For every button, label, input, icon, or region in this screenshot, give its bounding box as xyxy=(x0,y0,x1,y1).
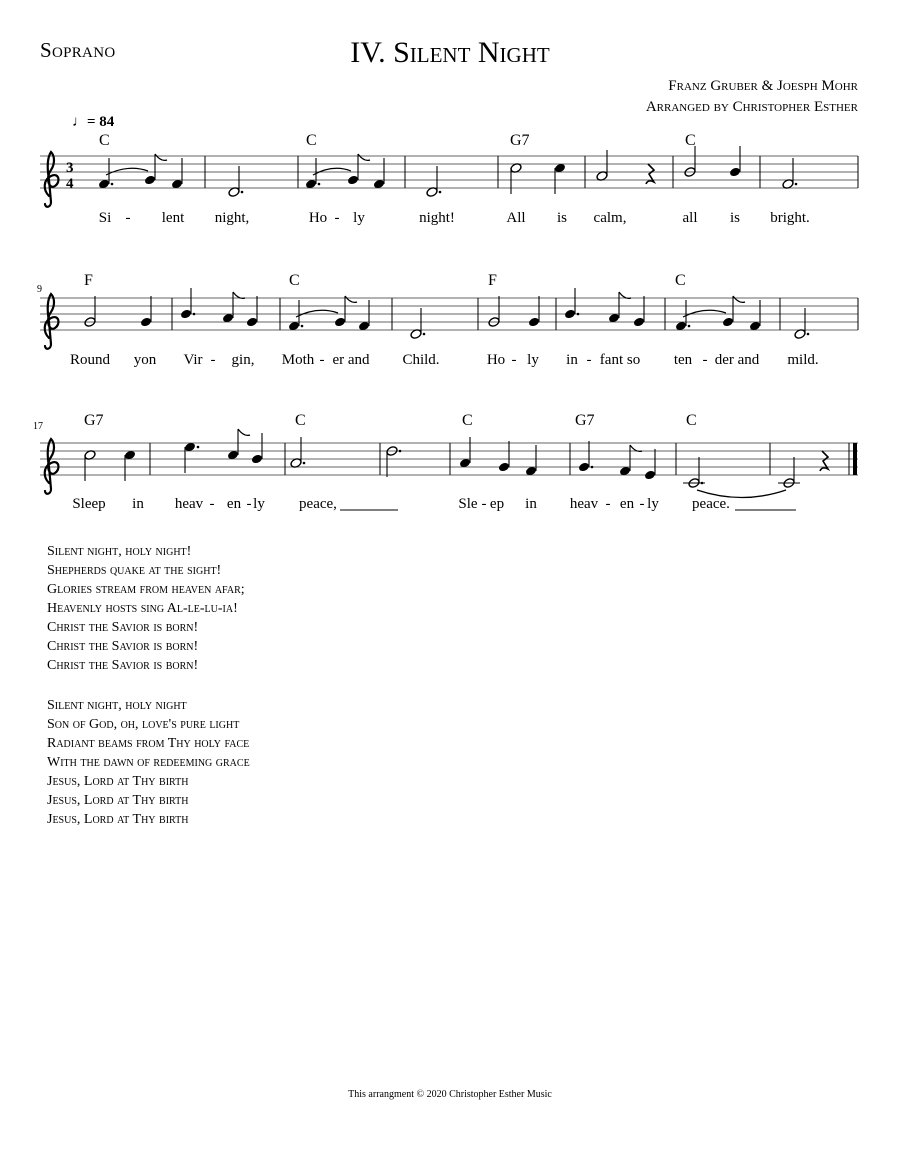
lyric-syllable: yon xyxy=(133,352,157,368)
lyric-syllable: Child. xyxy=(402,352,440,368)
lyric-hyphen: - xyxy=(246,496,252,512)
chord-symbol: G7 xyxy=(510,132,530,149)
chord-symbol: C xyxy=(295,412,306,429)
lyric-hyphen: - xyxy=(511,352,517,368)
copyright-footer: This arrangment © 2020 Christopher Esther Music xyxy=(348,1089,552,1100)
lyric-syllable: night! xyxy=(419,210,455,226)
page-title: IV. Silent Night xyxy=(350,36,550,69)
lyric-syllable: night, xyxy=(214,210,250,226)
lyric-syllable: ly xyxy=(527,352,539,368)
lyric-syllable: calm, xyxy=(593,210,627,226)
chord-symbol: G7 xyxy=(84,412,104,429)
stanza-line: Shepherds quake at the sight! xyxy=(47,563,222,578)
lyric-syllable: Si xyxy=(98,210,112,226)
treble-clef-icon xyxy=(45,152,59,207)
lyric-syllable: in xyxy=(132,496,144,512)
lyric-hyphen: - xyxy=(210,352,216,368)
lyric-syllable: ly xyxy=(253,496,265,512)
lyric-syllable: all xyxy=(682,210,698,226)
chord-symbol: C xyxy=(306,132,317,149)
chord-symbol: C xyxy=(289,272,300,289)
chord-symbol: C xyxy=(462,412,473,429)
lyric-syllable: Vir xyxy=(183,352,203,368)
lyric-syllable: en xyxy=(619,496,635,512)
chord-symbol: C xyxy=(99,132,110,149)
stanza-2 xyxy=(47,542,245,675)
chord-symbol: F xyxy=(84,272,93,289)
lyric-syllable: in xyxy=(525,496,537,512)
lyric-syllable: en xyxy=(226,496,242,512)
lyric-hyphen: - xyxy=(125,210,131,226)
chord-symbol: C xyxy=(685,132,696,149)
lyric-syllable: is xyxy=(556,210,568,226)
stanza-line: Christ the Savior is born! xyxy=(47,620,199,635)
stanza-line: Silent night, holy night! xyxy=(47,544,192,559)
chord-symbol: C xyxy=(686,412,697,429)
arranger-credit: Arranged by Christopher Esther xyxy=(645,99,858,115)
lyric-hyphen: - xyxy=(605,496,611,512)
lyric-syllable: ly xyxy=(353,210,365,226)
lyric-syllable: peace, xyxy=(299,496,337,512)
staff-system-3 xyxy=(40,429,858,498)
staff-system-1 xyxy=(40,146,858,207)
stanza-line: With the dawn of redeeming grace xyxy=(47,755,250,770)
lyric-syllable: Moth xyxy=(281,352,315,368)
lyric-syllable: ly xyxy=(647,496,659,512)
time-sig-top: 3 xyxy=(66,160,74,176)
measure-number: 17 xyxy=(33,421,43,432)
tempo-value: = 84 xyxy=(87,114,115,130)
lyric-syllable: der and xyxy=(714,352,760,368)
lyric-syllable: bright. xyxy=(770,210,810,226)
chord-symbol: C xyxy=(675,272,686,289)
lyric-syllable: Round xyxy=(69,352,111,368)
lyric-syllable: peace. xyxy=(692,496,730,512)
stanza-line: Christ the Savior is born! xyxy=(47,658,199,673)
lyric-syllable: Sleep xyxy=(72,496,106,512)
lyric-syllable: Sle xyxy=(458,496,478,512)
stanza-line: Christ the Savior is born! xyxy=(47,639,199,654)
lyric-syllable: ep xyxy=(489,496,505,512)
lyric-syllable: er and xyxy=(332,352,370,368)
lyric-hyphen: - xyxy=(702,352,708,368)
treble-clef-icon xyxy=(45,439,59,494)
measure-number: 9 xyxy=(37,284,42,295)
chord-symbol: F xyxy=(488,272,497,289)
lyric-syllable: Ho xyxy=(486,352,506,368)
staff-system-2 xyxy=(40,288,858,349)
lyric-syllable: ten xyxy=(673,352,693,368)
lyric-syllable: lent xyxy=(161,210,185,226)
stanza-3 xyxy=(47,696,250,829)
lyric-syllable: heav xyxy=(174,496,204,512)
lyric-syllable: Ho xyxy=(308,210,328,226)
composer-credit: Franz Gruber & Joesph Mohr xyxy=(668,78,858,94)
lyric-syllable: is xyxy=(729,210,741,226)
stanza-line: Radiant beams from Thy holy face xyxy=(47,736,250,751)
stanza-line: Jesus, Lord at Thy birth xyxy=(47,812,189,827)
stanza-line: Son of God, oh, love's pure light xyxy=(47,717,240,732)
lyric-syllable: heav xyxy=(569,496,599,512)
lyric-hyphen: - xyxy=(586,352,592,368)
stanza-line: Jesus, Lord at Thy birth xyxy=(47,774,189,789)
lyric-syllable: in xyxy=(566,352,578,368)
quarter-note-icon: ♩ xyxy=(72,114,87,130)
stanza-line: Silent night, holy night xyxy=(47,698,187,713)
lyric-syllable: fant so xyxy=(599,352,641,368)
lyric-syllable: gin, xyxy=(231,352,255,368)
stanza-line: Jesus, Lord at Thy birth xyxy=(47,793,189,808)
lyric-hyphen: - xyxy=(639,496,645,512)
lyric-hyphen: - xyxy=(209,496,215,512)
chord-symbol: G7 xyxy=(575,412,595,429)
lyric-hyphen: - xyxy=(334,210,340,226)
treble-clef-icon xyxy=(45,294,59,349)
part-name: Soprano xyxy=(40,38,116,62)
stanza-line: Glories stream from heaven afar; xyxy=(47,582,245,597)
lyric-syllable: mild. xyxy=(787,352,819,368)
lyric-hyphen: - xyxy=(481,496,487,512)
lyric-hyphen: - xyxy=(319,352,325,368)
lyric-syllable: All xyxy=(506,210,526,226)
time-sig-bottom: 4 xyxy=(66,176,74,192)
stanza-line: Heavenly hosts sing Al-le-lu-ia! xyxy=(47,601,238,616)
